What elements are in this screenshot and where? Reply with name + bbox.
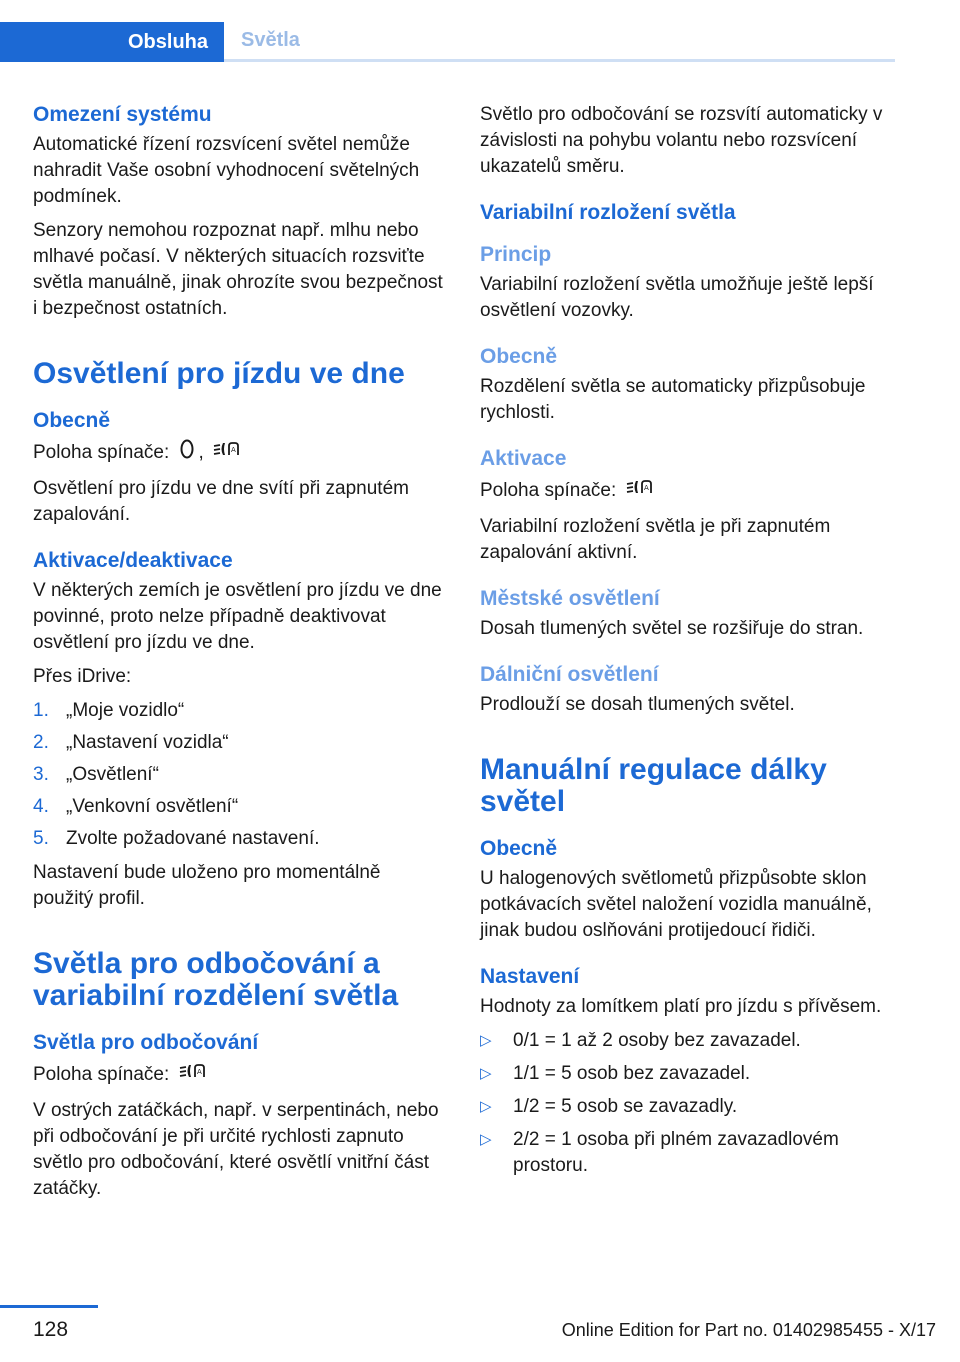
paragraph: V některých zemích je osvětlení pro jízdu ve dne povinné, proto nelze případně deaktivovat osvětlení pro jízdu ve dne. [33,580,442,653]
subheading-general: Obecně [480,837,558,860]
list-item [33,762,443,788]
paragraph: Rozdělení světla se automaticky přizpůsobuje rychlosti. [480,376,866,423]
page-number: 128 [33,1318,69,1341]
switch-position-label: Poloha spínače: [33,1064,170,1086]
step-number: 4. [33,796,49,817]
paragraph: U halogenových světlometů přizpůsobte sklon potkávacích světel naložení vozidla manuálně, jinak budou oslňováni protijedoucí řidiči. [480,868,872,941]
load-settings-list [480,1028,890,1179]
paragraph: Dosah tlumených světel se rozšiřuje do stran. [480,618,864,639]
bullet-text: 1/2 = 5 osob se zavazadly. [513,1096,738,1117]
subheading-activation: Aktivace [480,447,567,470]
heading-daytime-running-lights: Osvětlení pro jízdu ve dne [33,357,405,390]
section-tab-obsluha: Obsluha [0,22,224,62]
heading-cornering-lights: Světla pro odbočování a variabilní rozdělení světla [33,947,399,1012]
step-number: 1. [33,700,49,721]
paragraph: Osvětlení pro jízdu ve dne svítí při zapnutém zapalování. [33,478,409,525]
list-item [33,698,443,724]
bullet-triangle-icon: ▷ [480,1131,492,1148]
subheading-motorway-light: Dálniční osvětlení [480,663,659,686]
paragraph: Nastavení bude uloženo pro momentálně použitý profil. [33,862,381,909]
heading-system-limits: Omezení systému [33,103,212,126]
bullet-triangle-icon: ▷ [480,1032,492,1049]
bullet-triangle-icon: ▷ [480,1065,492,1082]
list-item [480,1061,890,1087]
svg-text:A: A [231,446,236,454]
bullet-text: 1/1 = 5 osob bez zavazadel. [513,1063,751,1084]
idrive-steps-list [33,698,443,852]
step-text: „Osvětlení“ [66,764,159,785]
step-text: „Nastavení vozidla“ [66,732,229,753]
paragraph: Světlo pro odbočování se rozsvítí automaticky v závislosti na pohybu volantu nebo rozsvícení ukazatelů směru. [480,104,883,177]
switch-zero-icon [179,438,195,468]
heading-variable-light-distribution: Variabilní rozložení světla [480,201,736,224]
section-tab-svetla: Světla [241,28,300,51]
switch-auto-headlight-icon [626,476,654,506]
step-text: „Venkovní osvětlení“ [66,796,239,817]
paragraph-idrive: Přes iDrive: [33,666,132,687]
heading-manual-headlight-range: Manuální regulace dálky světel [480,753,827,818]
right-column [480,102,890,1187]
list-item [33,826,443,852]
list-item [480,1028,890,1054]
paragraph: Variabilní rozložení světla umožňuje ještě lepší osvětlení vozovky. [480,274,874,321]
footer-rule [0,1305,98,1308]
bullet-text: 2/2 = 1 osoba při plném zavazadlovém prostoru. [513,1129,839,1176]
switch-position-line [480,476,890,506]
switch-position-line [33,438,443,468]
step-number: 5. [33,828,49,849]
switch-position-label: Poloha spínače: [480,480,617,502]
left-column [33,102,443,1210]
paragraph: V ostrých zatáčkách, např. v serpentinách, nebo při odbočování je při určité rychlosti zapnuto světlo pro odbočování, které osvětlí vnitřní část zatáčky. [33,1100,439,1199]
switch-position-label: Poloha spínače: [33,442,170,464]
heading-activation-deactivation: Aktivace/deaktivace [33,549,233,572]
list-item [480,1127,890,1179]
switch-auto-headlight-icon [179,1060,207,1090]
switch-separator: , [198,442,204,464]
subheading-general: Obecně [33,409,111,432]
paragraph: Automatické řízení rozsvícení světel nemůže nahradit Vaše osobní vyhodnocení světelných podmínek. [33,134,420,207]
switch-auto-headlight-icon [213,438,241,468]
subheading-principle: Princip [480,243,552,266]
subheading-settings: Nastavení [480,965,580,988]
step-text: „Moje vozidlo“ [66,700,185,721]
paragraph: Variabilní rozložení světla je při zapnutém zapalování aktivní. [480,516,831,563]
switch-position-line [33,1060,443,1090]
svg-text:A: A [196,1068,202,1076]
svg-text:A: A [643,484,649,492]
subheading-cornering-lights: Světla pro odbočování [33,1031,259,1054]
list-item [33,730,443,756]
header-rule [224,59,895,62]
page-header [0,22,895,62]
edition-footer: Online Edition for Part no. 01402985455 - X/17 [561,1320,936,1340]
subheading-general: Obecně [480,345,558,368]
paragraph: Senzory nemohou rozpoznat např. mlhu nebo mlhavé počasí. V některých situacích rozsviťte světla manuálně, jinak ohrozíte svou bezpečnost i bezpečnost ostatních. [33,220,443,319]
step-number: 3. [33,764,49,785]
step-text: Zvolte požadované nastavení. [66,828,320,849]
bullet-text: 0/1 = 1 až 2 osoby bez zavazadel. [513,1030,801,1051]
step-number: 2. [33,732,49,753]
list-item [33,794,443,820]
paragraph: Hodnoty za lomítkem platí pro jízdu s přívěsem. [480,996,882,1017]
paragraph: Prodlouží se dosah tlumených světel. [480,694,795,715]
list-item [480,1094,890,1120]
bullet-triangle-icon: ▷ [480,1098,492,1115]
subheading-city-light: Městské osvětlení [480,587,660,610]
